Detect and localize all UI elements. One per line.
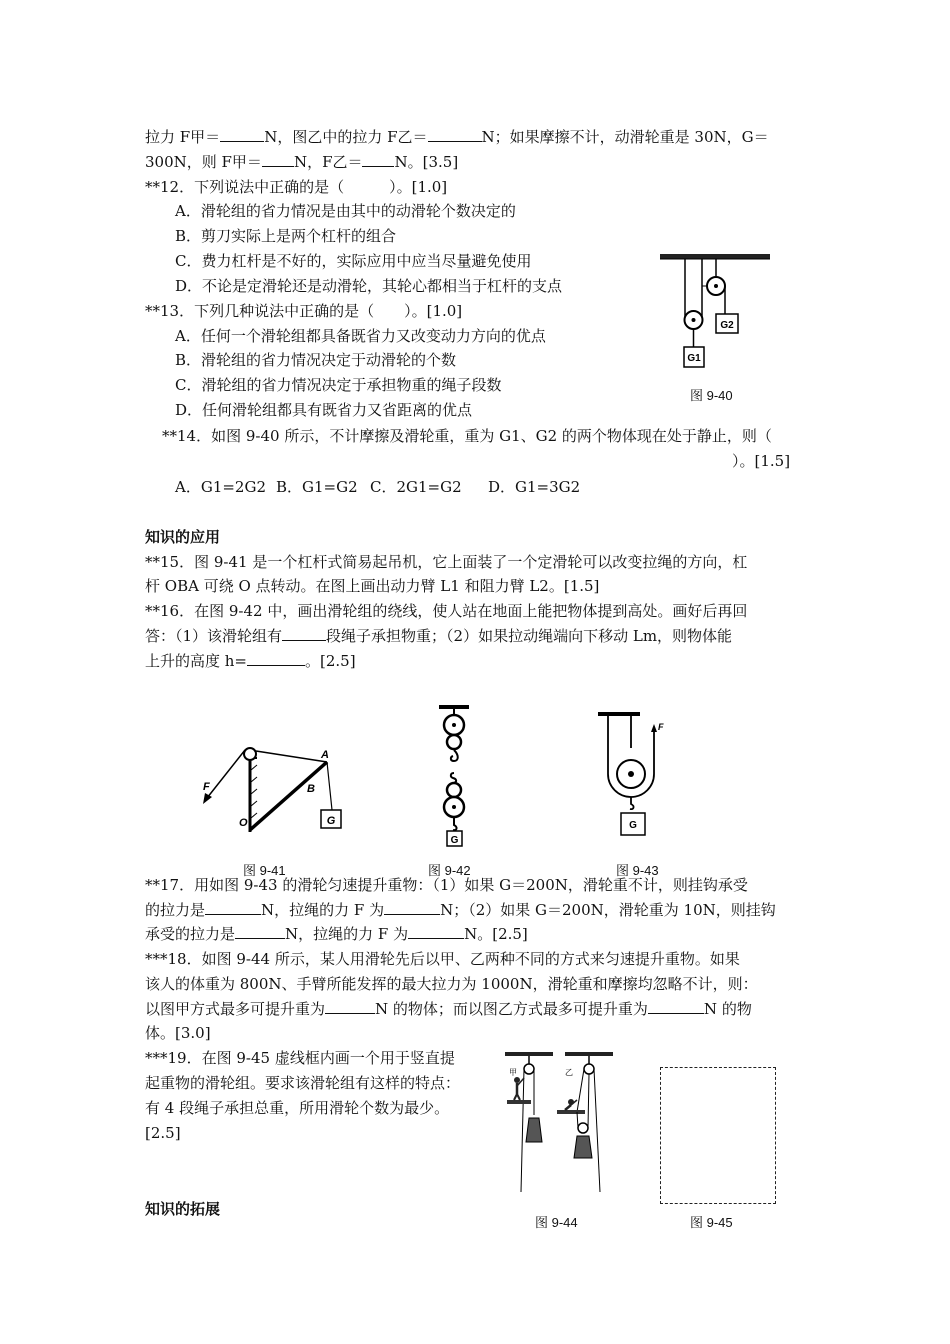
q16-line1: **16．在图 9-42 中，画出滑轮组的绕线，使人站在地面上能把物体提到高处。画好后再回 bbox=[145, 602, 748, 620]
answer-blank[interactable] bbox=[362, 152, 394, 167]
q16-line3: 上升的高度 h= 。[2.5] bbox=[145, 652, 356, 670]
g2-label: G2 bbox=[720, 320, 734, 331]
answer-blank[interactable] bbox=[282, 626, 326, 641]
q13-option-b[interactable]: B．滑轮组的省力情况决定于动滑轮的个数 bbox=[175, 351, 457, 369]
answer-blank[interactable] bbox=[220, 127, 264, 142]
fig942-g-label: G bbox=[450, 835, 459, 846]
q19-line2: 起重物的滑轮组。要求该滑轮组有这样的特点： bbox=[145, 1074, 461, 1092]
section-heading-extension: 知识的拓展 bbox=[145, 1200, 221, 1218]
figure-9-41-caption: 图 9-41 bbox=[243, 863, 286, 878]
q18-line1: ***18．如图 9-44 所示，某人用滑轮先后以甲、乙两种不同的方式来匀速提升重物。如果 bbox=[145, 950, 740, 968]
q19-line3: 有 4 段绳子承担总重，所用滑轮个数为最少。 bbox=[145, 1099, 450, 1117]
q18-line4: 体。[3.0] bbox=[145, 1024, 211, 1042]
figure-9-44-caption: 图 9-44 bbox=[535, 1215, 578, 1230]
q17-line2: 的拉力是 N，拉绳的力 F 为 N；（2）如果 G＝200N，滑轮重为 10N，则挂钩 bbox=[145, 901, 776, 919]
q17-line3: 承受的拉力是 N，拉绳的力 F 为 N。[2.5] bbox=[145, 925, 528, 943]
figure-9-45-caption: 图 9-45 bbox=[690, 1215, 733, 1230]
figure-9-44 bbox=[505, 1050, 615, 1195]
figure-9-43-caption: 图 9-43 bbox=[616, 863, 659, 878]
answer-blank[interactable] bbox=[428, 127, 482, 142]
fig941-f-label: F bbox=[203, 781, 210, 793]
q13-stem: **13．下列几种说法中正确的是（ ）。[1.0] bbox=[145, 302, 463, 320]
answer-blank[interactable] bbox=[648, 999, 704, 1014]
figure-9-45-drawing-box[interactable] bbox=[660, 1067, 776, 1204]
q16-line2: 答：（1）该滑轮组有 段绳子承担物重；（2）如果拉动绳端向下移动 Lm，则物体能 bbox=[145, 627, 733, 645]
q14-option-c[interactable]: C．2G1=G2 bbox=[370, 478, 462, 496]
answer-blank[interactable] bbox=[408, 924, 464, 939]
q14-option-a[interactable]: A．G1=2G2 bbox=[175, 478, 266, 496]
figure-9-41 bbox=[195, 740, 355, 840]
fig941-o-label: O bbox=[239, 817, 248, 829]
q19-line4: [2.5] bbox=[145, 1124, 181, 1142]
answer-blank[interactable] bbox=[247, 651, 305, 666]
q12-option-b[interactable]: B．剪刀实际上是两个杠杆的组合 bbox=[175, 227, 397, 245]
figure-9-40 bbox=[655, 252, 775, 377]
g1-label: G1 bbox=[687, 353, 701, 364]
section-heading-application: 知识的应用 bbox=[145, 528, 221, 546]
fig943-g-label: G bbox=[629, 820, 637, 831]
q11-line2: 300N，则 F甲＝ N，F乙＝ N。[3.5] bbox=[145, 153, 459, 171]
q19-line1: ***19．在图 9-45 虚线框内画一个用于竖直提 bbox=[145, 1049, 455, 1067]
fig941-g-label: G bbox=[326, 815, 336, 827]
q12-stem: **12．下列说法中正确的是（ ）。[1.0] bbox=[145, 178, 448, 196]
fig943-f-label: F bbox=[658, 722, 664, 732]
q11-line1: 拉力 F甲＝ N，图乙中的拉力 F乙＝ N；如果摩擦不计，动滑轮重是 30N，G＝ bbox=[145, 128, 769, 146]
answer-blank[interactable] bbox=[205, 900, 261, 915]
q15-line1: **15．图 9-41 是一个杠杆式简易起吊机，它上面装了一个定滑轮可以改变拉绳的方向，杠 bbox=[145, 553, 748, 571]
q14-stem: **14．如图 9-40 所示，不计摩擦及滑轮重，重为 G1、G2 的两个物体现在处于静止，则（ bbox=[162, 427, 772, 445]
q15-line2: 杆 OBA 可绕 O 点转动。在图上画出动力臂 L1 和阻力臂 L2。[1.5] bbox=[145, 577, 600, 595]
q12-option-c[interactable]: C．费力杠杆是不好的，实际应用中应当尽量避免使用 bbox=[175, 252, 532, 270]
fig944-yi-label: 乙 bbox=[565, 1068, 573, 1077]
figure-9-40-caption: 图 9-40 bbox=[690, 388, 733, 403]
q12-option-d[interactable]: D．不论是定滑轮还是动滑轮，其轮心都相当于杠杆的支点 bbox=[175, 277, 563, 295]
q13-option-d[interactable]: D．任何滑轮组都具有既省力又省距离的优点 bbox=[175, 401, 473, 419]
fig941-a-label: A bbox=[321, 749, 329, 761]
q12-option-a[interactable]: A．滑轮组的省力情况是由其中的动滑轮个数决定的 bbox=[175, 202, 516, 220]
q17-line1: **17．用如图 9-43 的滑轮匀速提升重物：（1）如果 G＝200N，滑轮重不计，则挂钩承受 bbox=[145, 876, 748, 894]
answer-blank[interactable] bbox=[325, 999, 375, 1014]
figure-9-42 bbox=[435, 705, 475, 850]
figure-9-42-caption: 图 9-42 bbox=[428, 863, 471, 878]
q13-option-c[interactable]: C．滑轮组的省力情况决定于承担物重的绳子段数 bbox=[175, 376, 502, 394]
q18-line2: 该人的体重为 800N、手臂所能发挥的最大拉力为 1000N，滑轮重和摩擦均忽略不计，则： bbox=[145, 975, 758, 993]
q14-option-d[interactable]: D．G1=3G2 bbox=[488, 478, 581, 496]
q18-line3: 以图甲方式最多可提升重为 N 的物体；而以图乙方式最多可提升重为 N 的物 bbox=[145, 1000, 752, 1018]
q14-option-b[interactable]: B．G1=G2 bbox=[276, 478, 358, 496]
figure-9-43 bbox=[596, 712, 666, 842]
answer-blank[interactable] bbox=[262, 152, 294, 167]
fig944-jia-label: 甲 bbox=[509, 1068, 517, 1077]
q14-stem-end: ）。[1.5] bbox=[732, 452, 791, 470]
q13-option-a[interactable]: A．任何一个滑轮组都具备既省力又改变动力方向的优点 bbox=[175, 327, 546, 345]
fig941-b-label: B bbox=[307, 783, 315, 795]
answer-blank[interactable] bbox=[235, 924, 285, 939]
answer-blank[interactable] bbox=[384, 900, 440, 915]
